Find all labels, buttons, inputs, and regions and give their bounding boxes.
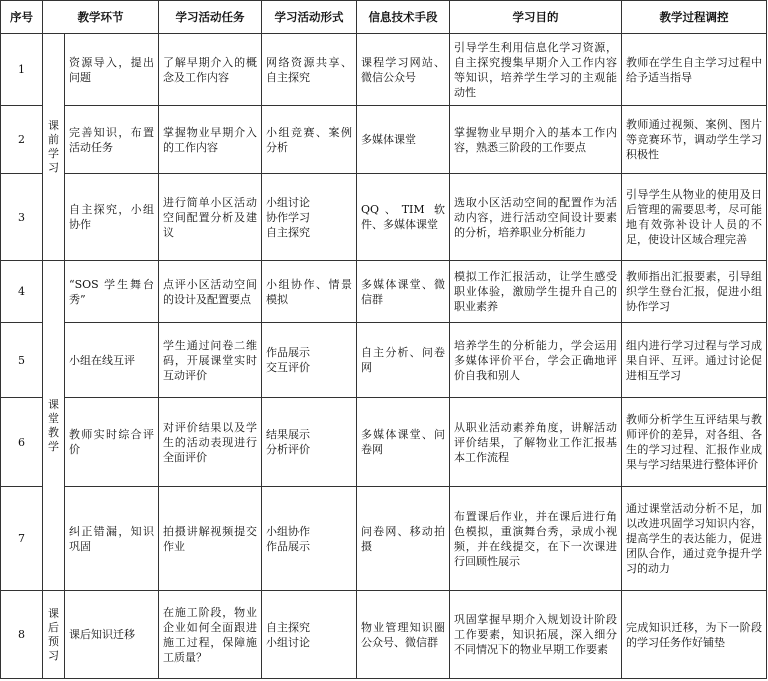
form-cell: 小组协作、情景模拟 — [262, 261, 357, 323]
form-line: 小组协作 — [266, 524, 310, 538]
goal-cell: 模拟工作汇报活动，让学生感受职业体验，激励学生提升自己的职业素养 — [450, 261, 622, 323]
header-control: 教学过程调控 — [622, 1, 767, 34]
row-number: 6 — [1, 398, 43, 487]
goal-cell: 布置课后作业，并在课后进行角色模拟，重演舞台秀，录成小视频，并在线提交，在下一次课进行回顾性展示 — [450, 487, 622, 591]
step-cell: “SOS 学生舞台秀” — [65, 261, 159, 323]
task-cell: 掌握物业早期介入的工作内容 — [159, 106, 262, 174]
row-number: 3 — [1, 174, 43, 261]
table-row — [1, 106, 767, 174]
task-cell: 对评价结果以及学生的活动表现进行全面评价 — [159, 398, 262, 487]
step-cell: 自主探究，小组协作 — [65, 174, 159, 261]
control-cell: 教师指出汇报要素，引导组织学生登台汇报，促进小组协作学习 — [622, 261, 767, 323]
form-line: 作品展示 — [266, 539, 310, 553]
tech-cell: 课程学习网站、微信公众号 — [357, 34, 450, 106]
form-line: 交互评价 — [266, 361, 310, 374]
goal-cell: 选取小区活动空间的配置作为活动内容，进行活动空间设计要素的分析，培养职业分析能力 — [450, 174, 622, 261]
header-row — [1, 1, 767, 34]
control-cell: 教师分析学生互评结果与教师评价的差异，对各组、各生的学习过程、汇报作业成果与学习结果进行整体评价 — [622, 398, 767, 487]
goal-cell: 巩固掌握早期介入规划设计阶段工作要素，知识拓展，深入细分不同情况下的物业早期工作要素 — [450, 591, 622, 679]
form-cell — [262, 487, 357, 591]
header-num: 序号 — [1, 1, 43, 34]
control-cell: 组内进行学习过程与学习成果自评、互评。通过讨论促进相互学习 — [622, 323, 767, 398]
form-line: 小组讨论 — [266, 635, 310, 649]
step-cell: 完善知识，布置活动任务 — [65, 106, 159, 174]
header-step: 教学环节 — [43, 1, 159, 34]
row-number: 4 — [1, 261, 43, 323]
phase-post-class: 课后预习 — [43, 591, 65, 679]
task-cell: 在施工阶段，物业企业如何全面跟进施工过程，保障施工质量？ — [159, 591, 262, 679]
step-cell: 教师实时综合评价 — [65, 398, 159, 487]
table-row — [1, 487, 767, 591]
form-line: 自主探究 — [266, 620, 310, 634]
table-row — [1, 174, 767, 261]
step-cell: 资源导入，提出问题 — [65, 34, 159, 106]
tech-cell: 物业管理知识圈公众号、微信群 — [357, 591, 450, 679]
form-cell — [262, 174, 357, 261]
phase-pre-class: 课前学习 — [43, 34, 65, 261]
control-cell: 引导学生从物业的使用及日后管理的需要思考，尽可能地有效弥补设计人员的不足，使设计区域合理完善 — [622, 174, 767, 261]
goal-cell: 培养学生的分析能力，学会运用多媒体评价平台，学会正确地评价自我和别人 — [450, 323, 622, 398]
row-number: 8 — [1, 591, 43, 679]
task-cell: 拍摄讲解视频提交作业 — [159, 487, 262, 591]
form-line: 作品展示 — [266, 346, 310, 359]
table-row — [1, 323, 767, 398]
form-cell: 小组竞赛、案例分析 — [262, 106, 357, 174]
tech-cell: 问卷网、移动拍摄 — [357, 487, 450, 591]
step-cell: 纠正错漏，知识巩固 — [65, 487, 159, 591]
task-cell: 进行简单小区活动空间配置分析及建议 — [159, 174, 262, 261]
form-line: 协作学习 — [266, 210, 310, 224]
form-cell — [262, 398, 357, 487]
form-line: 结果展示 — [266, 428, 310, 441]
task-cell: 了解早期介入的概念及工作内容 — [159, 34, 262, 106]
tech-cell: QQ、TIM 软件、多媒体课堂 — [357, 174, 450, 261]
goal-cell: 引导学生利用信息化学习资源，自主探究搜集早期介入工作内容等知识，培养学生学习的主观能动性 — [450, 34, 622, 106]
task-cell: 学生通过问卷二维码，开展课堂实时互动评价 — [159, 323, 262, 398]
table-row — [1, 261, 767, 323]
tech-cell: 多媒体课堂、问卷网 — [357, 398, 450, 487]
control-cell: 完成知识迁移，为下一阶段的学习任务作好铺垫 — [622, 591, 767, 679]
control-cell: 教师在学生自主学习过程中给予适当指导 — [622, 34, 767, 106]
form-cell: 网络资源共享、自主探究 — [262, 34, 357, 106]
tech-cell: 自主分析、问卷网 — [357, 323, 450, 398]
control-cell: 通过课堂活动分析不足，加以改进巩固学习知识内容，提高学生的表达能力，促进团队合作，通过竞争提升学习的动力 — [622, 487, 767, 591]
control-cell: 教师通过视频、案例、图片等竞赛环节，调动学生学习积极性 — [622, 106, 767, 174]
row-number: 1 — [1, 34, 43, 106]
row-number: 7 — [1, 487, 43, 591]
header-tech: 信息技术手段 — [357, 1, 450, 34]
task-cell: 点评小区活动空间的设计及配置要点 — [159, 261, 262, 323]
header-task: 学习活动任务 — [159, 1, 262, 34]
row-number: 2 — [1, 106, 43, 174]
form-cell — [262, 591, 357, 679]
form-cell — [262, 323, 357, 398]
goal-cell: 从职业活动素养角度，讲解活动评价结果，了解物业工作汇报基本工作流程 — [450, 398, 622, 487]
form-line: 小组讨论 — [266, 195, 310, 209]
step-cell: 课后知识迁移 — [65, 591, 159, 679]
tech-cell: 多媒体课堂 — [357, 106, 450, 174]
step-cell: 小组在线互评 — [65, 323, 159, 398]
header-form: 学习活动形式 — [262, 1, 357, 34]
table-row — [1, 398, 767, 487]
row-number: 5 — [1, 323, 43, 398]
table-row — [1, 34, 767, 106]
form-line: 自主探究 — [266, 225, 310, 239]
goal-cell: 掌握物业早期介入的基本工作内容，熟悉三阶段的工作要点 — [450, 106, 622, 174]
header-goal: 学习目的 — [450, 1, 622, 34]
form-line: 分析评价 — [266, 443, 310, 456]
phase-in-class: 课堂教学 — [43, 261, 65, 591]
table-row — [1, 591, 767, 679]
tech-cell: 多媒体课堂、微信群 — [357, 261, 450, 323]
